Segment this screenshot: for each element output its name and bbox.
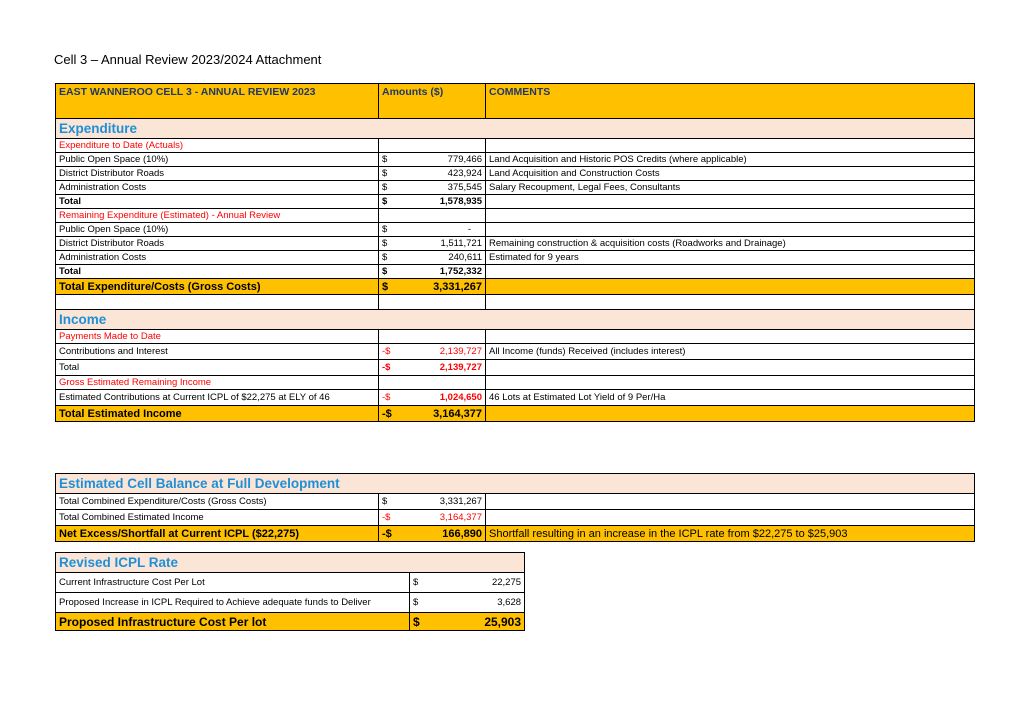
annual-review-table [55, 83, 975, 422]
row-label: Net Excess/Shortfall at Current ICPL ($22,275) [56, 526, 379, 542]
row-label: Public Open Space (10%) [56, 153, 379, 167]
gross-remaining-label: Gross Estimated Remaining Income [56, 376, 379, 390]
row-label: Administration Costs [56, 251, 379, 265]
table-row [56, 237, 975, 251]
row-sign: $ [379, 265, 397, 279]
row-label: Total Estimated Income [56, 406, 379, 422]
row-amount: 1,752,332 [397, 265, 486, 279]
row-amount: 3,164,377 [397, 510, 486, 526]
row-label: Contributions and Interest [56, 344, 379, 360]
row-sign: $ [410, 573, 430, 593]
row-label: Proposed Infrastructure Cost Per lot [56, 613, 410, 631]
row-sign: -$ [379, 390, 397, 406]
row-amount: 3,331,267 [397, 279, 486, 295]
row-sign: -$ [379, 344, 397, 360]
row-sign: $ [379, 279, 397, 295]
total-estimated-income-row [56, 406, 975, 422]
net-shortfall-row [56, 526, 975, 542]
row-amount: 166,890 [397, 526, 486, 542]
payments-label: Payments Made to Date [56, 330, 379, 344]
row-sign: -$ [379, 510, 397, 526]
row-label: Proposed Increase in ICPL Required to Achieve adequate funds to Deliver [56, 593, 410, 613]
subsection-row [56, 330, 975, 344]
row-sign: -$ [379, 526, 397, 542]
subtotal-row [56, 195, 975, 209]
row-sign: $ [410, 613, 430, 631]
row-sign: $ [379, 181, 397, 195]
remaining-expenditure-label: Remaining Expenditure (Estimated) - Annual Review [56, 209, 379, 223]
table-row [56, 153, 975, 167]
income-heading: Income [56, 310, 975, 330]
revised-icpl-table [55, 552, 525, 631]
row-comment: 46 Lots at Estimated Lot Yield of 9 Per/Ha [486, 390, 975, 406]
balance-section-row [56, 474, 975, 494]
row-label: Administration Costs [56, 181, 379, 195]
table-row [56, 251, 975, 265]
expenditure-to-date-label: Expenditure to Date (Actuals) [56, 139, 379, 153]
row-label: Estimated Contributions at Current ICPL of $22,275 at ELY of 46 [56, 390, 379, 406]
row-amount: 423,924 [397, 167, 486, 181]
row-label: Total [56, 360, 379, 376]
row-amount: 3,331,267 [397, 494, 486, 510]
table-row [56, 167, 975, 181]
row-amount: 1,511,721 [397, 237, 486, 251]
header-row [56, 84, 975, 119]
row-label: Public Open Space (10%) [56, 223, 379, 237]
row-label: District Distributor Roads [56, 237, 379, 251]
row-amount: 1,024,650 [397, 390, 486, 406]
row-label: Total [56, 265, 379, 279]
row-comment: Remaining construction & acquisition costs (Roadworks and Drainage) [486, 237, 975, 251]
row-label: District Distributor Roads [56, 167, 379, 181]
header-comments: COMMENTS [486, 84, 975, 119]
row-label: Total [56, 195, 379, 209]
header-title: EAST WANNEROO CELL 3 - ANNUAL REVIEW 2023 [56, 84, 379, 119]
row-amount: 25,903 [430, 613, 525, 631]
row-sign: $ [379, 494, 397, 510]
row-amount: 3,628 [430, 593, 525, 613]
page-title: Cell 3 – Annual Review 2023/2024 Attachment [54, 52, 322, 67]
row-sign: $ [379, 223, 397, 237]
row-amount: 240,611 [397, 251, 486, 265]
subsection-row [56, 209, 975, 223]
proposed-cost-row [56, 613, 525, 631]
row-comment: All Income (funds) Received (includes interest) [486, 344, 975, 360]
expenditure-heading: Expenditure [56, 119, 975, 139]
row-amount: 779,466 [397, 153, 486, 167]
subtotal-row [56, 360, 975, 376]
row-sign: $ [379, 251, 397, 265]
row-comment: Land Acquisition and Construction Costs [486, 167, 975, 181]
income-section-row [56, 310, 975, 330]
row-amount: 2,139,727 [397, 360, 486, 376]
gross-total-row [56, 279, 975, 295]
row-label: Total Combined Expenditure/Costs (Gross Costs) [56, 494, 379, 510]
header-amounts: Amounts ($) [379, 84, 486, 119]
table-row [56, 223, 975, 237]
row-amount: 1,578,935 [397, 195, 486, 209]
table-row [56, 494, 975, 510]
spacer-row [56, 295, 975, 310]
icpl-heading: Revised ICPL Rate [56, 553, 525, 573]
row-comment: Estimated for 9 years [486, 251, 975, 265]
expenditure-section-row [56, 119, 975, 139]
row-sign: $ [379, 167, 397, 181]
row-sign: -$ [379, 406, 397, 422]
table-row [56, 593, 525, 613]
row-label: Total Combined Estimated Income [56, 510, 379, 526]
row-sign: -$ [379, 360, 397, 376]
row-amount: 2,139,727 [397, 344, 486, 360]
row-sign: $ [410, 593, 430, 613]
cell-balance-table [55, 473, 975, 542]
row-amount: 3,164,377 [397, 406, 486, 422]
row-comment: Shortfall resulting in an increase in the ICPL rate from $22,275 to $25,903 [486, 526, 975, 542]
row-comment: Salary Recoupment, Legal Fees, Consultants [486, 181, 975, 195]
row-amount: 22,275 [430, 573, 525, 593]
row-label: Current Infrastructure Cost Per Lot [56, 573, 410, 593]
table-row [56, 181, 975, 195]
row-label: Total Expenditure/Costs (Gross Costs) [56, 279, 379, 295]
subsection-row [56, 139, 975, 153]
row-comment: Land Acquisition and Historic POS Credits (where applicable) [486, 153, 975, 167]
icpl-section-row [56, 553, 525, 573]
row-sign: $ [379, 153, 397, 167]
table-row [56, 344, 975, 360]
table-row [56, 510, 975, 526]
row-amount: - [397, 223, 486, 237]
subtotal-row [56, 265, 975, 279]
row-comment [486, 223, 975, 237]
table-row [56, 390, 975, 406]
row-sign: $ [379, 237, 397, 251]
balance-heading: Estimated Cell Balance at Full Development [56, 474, 975, 494]
row-sign: $ [379, 195, 397, 209]
row-amount: 375,545 [397, 181, 486, 195]
subsection-row [56, 376, 975, 390]
table-row [56, 573, 525, 593]
